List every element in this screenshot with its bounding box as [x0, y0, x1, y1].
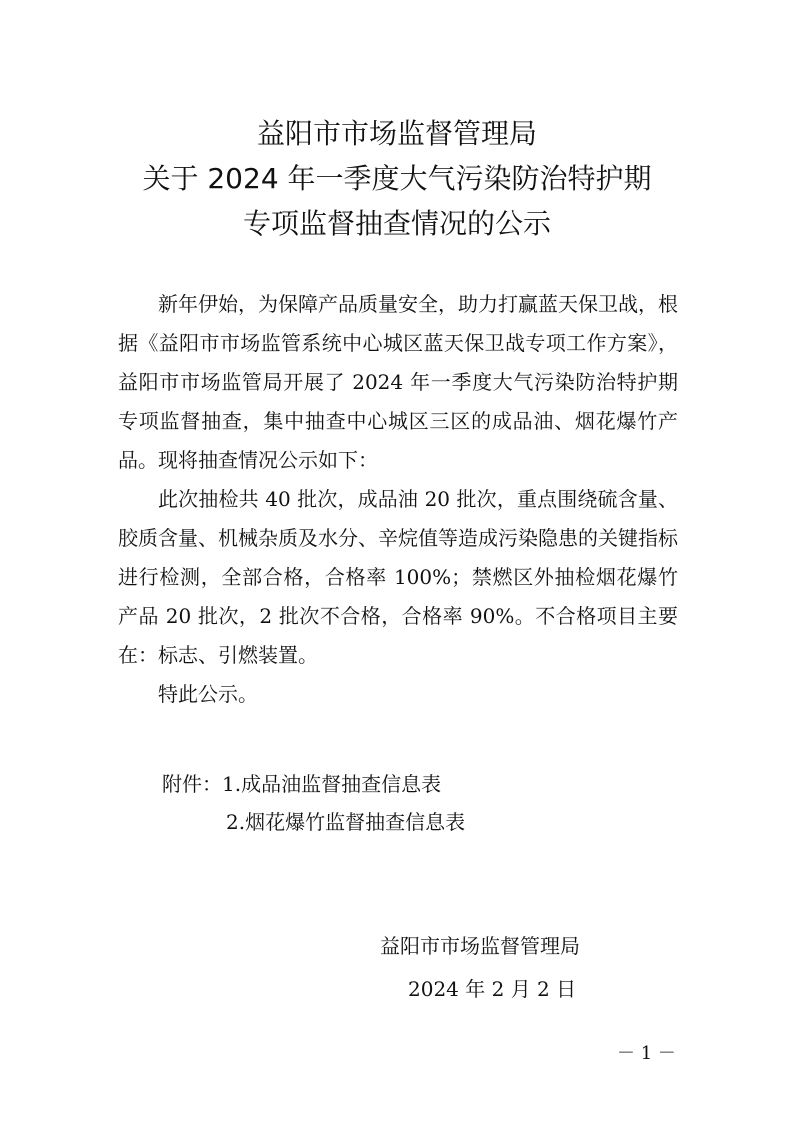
attachment-row-1 — [162, 765, 465, 803]
document-body — [118, 285, 678, 714]
attachments-list — [162, 765, 465, 841]
signature-block — [380, 925, 580, 1011]
paragraph-closing: 特此公示。 — [158, 682, 258, 706]
paragraph-intro: 新年伊始，为保障产品质量安全，助力打赢蓝天保卫战，根据《益阳市市场监管系统中心城区蓝天保卫战专项工作方案》，益阳市市场监管局开展了 2024 年一季度大气污染防治特护期专项监督抽查，集中抽查中心城区三区的成品油、烟花爆竹产品。现将抽查情况公示如下： — [118, 292, 678, 472]
document-title — [0, 111, 794, 246]
attachment-item-fireworks: 2.烟花爆竹监督抽查信息表 — [226, 810, 466, 834]
attachment-item-oil: 1.成品油监督抽查信息表 — [222, 772, 442, 796]
page-number: － 1 － — [617, 1043, 676, 1064]
attachment-row-2 — [162, 803, 465, 841]
signature-organization: 益阳市市场监督管理局 — [380, 934, 580, 958]
title-line-subject: 关于 2024 年一季度大气污染防治特护期 — [142, 162, 652, 195]
attachments-label: 附件： — [162, 772, 222, 796]
title-line-issuer: 益阳市市场监督管理局 — [256, 117, 537, 150]
signature-date: 2024 年 2 月 2 日 — [408, 977, 577, 1001]
paragraph-results: 此次抽检共 40 批次，成品油 20 批次，重点围绕硫含量、胶质含量、机械杂质及水分、辛烷值等造成污染隐患的关键指标进行检测，全部合格，合格率 100%；禁燃区外抽检烟花爆竹产品 20 批次，2 批次不合格，合格率 90%。不合格项目主要在：标志、引燃装置。 — [118, 487, 678, 667]
title-line-type: 专项监督抽查情况的公示 — [242, 207, 551, 240]
